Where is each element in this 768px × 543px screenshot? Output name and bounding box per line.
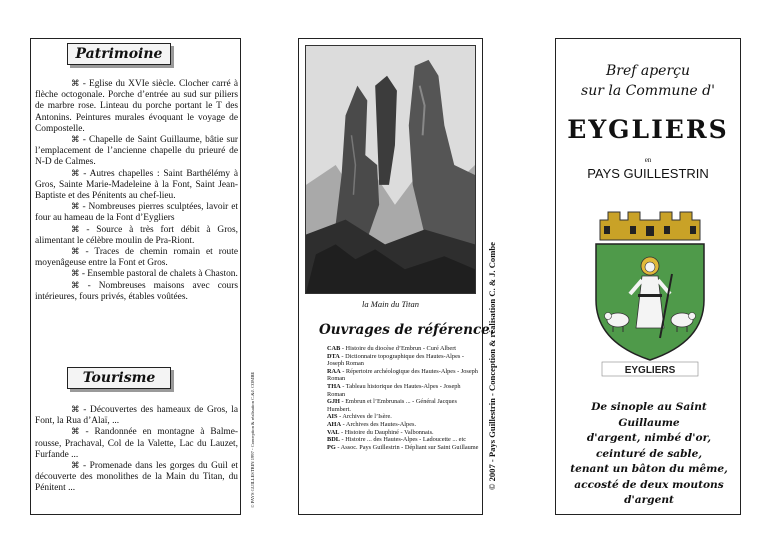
town-name: EYGLIERS <box>567 115 729 144</box>
intro-line: Bref aperçu <box>605 63 691 79</box>
list-item: AHA - Archives des Hautes-Alpes. <box>327 420 417 428</box>
bullet-icon: ⌘ <box>71 427 80 438</box>
blazon-line: ceinturé de sable, <box>595 447 703 460</box>
side-copyright-large: © 2007 - Pays Guillestrin - Conception & réalisation C. & J. Combe <box>487 242 497 490</box>
photo-caption: la Main du Titan <box>362 299 419 309</box>
bullet-icon: ⌘ <box>71 135 80 146</box>
blazon-line: De sinople au Saint Guillaume <box>591 401 707 429</box>
list-item: ⌘ - Eglise du XVIe siècle. Clocher carré à flèche octogonale. Porche d’entrée au sud sur piliers de marbre rose. Linteau du porche portant le T des Antonins. Peintures murales évoquant le voyage de Compostelle. <box>35 79 238 134</box>
list-item: ⌘ - Découvertes des hameaux de Gros, la Font, la Rua d’Alaï, ... <box>35 405 238 427</box>
crest-label: EYGLIERS <box>624 365 676 376</box>
intro-line: sur la Commune d' <box>581 83 715 99</box>
side-copyright-small: © PAYS GUILLESTRIN 1997 - Conception & réalisation C.&J. COMBE <box>250 371 255 508</box>
bullet-icon: ⌘ <box>71 269 80 280</box>
list-item: BDL - Histoire ... des Hautes-Alpes - Ladoucette ... etc <box>327 436 467 444</box>
tourism-list <box>35 405 238 495</box>
bullet-icon: ⌘ <box>71 224 80 235</box>
rock-landscape-icon <box>306 46 475 293</box>
list-item: RAA - Répertoire archéologique des Hautes-Alpes - Joseph Roman <box>327 367 478 383</box>
references-title: Ouvrages de référence. <box>319 322 495 338</box>
bullet-icon: ⌘ <box>71 168 80 179</box>
blazon-text <box>560 400 738 509</box>
blazon-line: d'argent, nimbé d'or, <box>586 432 712 444</box>
list-item: VAL - Histoire du Dauphiné - Valbonnais. <box>327 428 434 436</box>
bullet-icon: ⌘ <box>71 280 80 291</box>
list-item: ⌘ - Autres chapelles : Saint Barthélémy à Gros, Sainte Marie-Madeleine à la Font, Saint Jean-Baptiste et des Pénitents au chef-lieu. <box>35 168 238 202</box>
bullet-icon: ⌘ <box>71 405 80 415</box>
list-item: ⌘ - Traces de chemin romain et route moyenâgeuse entre la Font et Gros. <box>35 247 238 269</box>
blazon-line: accosté de deux moutons <box>574 478 724 491</box>
list-item: ⌘ - Chapelle de Saint Guillaume, bâtie sur l’emplacement de l’ancienne chapelle du prieuré de N-D de Calmes. <box>35 135 238 168</box>
bullet-icon: ⌘ <box>71 461 80 472</box>
bullet-icon: ⌘ <box>71 247 80 258</box>
heritage-title: Patrimoine <box>67 43 171 65</box>
heritage-list <box>35 79 238 303</box>
connector-word: en <box>644 156 652 164</box>
list-item: ⌘ - Randonnée en montagne à Balme-rousse, Prachaval, Col de la Valette, Lac du Lauzet, Furfande ... <box>35 427 238 460</box>
left-panel <box>30 38 241 515</box>
list-item: CAB - Histoire du diocèse d’Embrun - Curé Albert <box>327 345 457 352</box>
crest-icon <box>590 210 710 381</box>
intro-text <box>556 61 740 101</box>
coat-of-arms <box>590 210 710 381</box>
tourism-title: Tourisme <box>67 367 171 389</box>
list-item: ⌘ - Source à très fort débit à Gros, alimentant le célèbre moulin de Pra-Riont. <box>35 224 238 246</box>
right-panel <box>555 38 741 515</box>
list-item: AIS - Archives de l’Isère. <box>327 413 392 421</box>
blazon-line: tenant un bâton du même, <box>570 463 728 475</box>
list-item: DTA - Dictionnaire topographique des Hautes-Alpes - Joseph Roman <box>327 352 464 368</box>
list-item: ⌘ - Nombreuses pierres sculptées, lavoir et four au hameau de la Font d’Eygliers <box>35 202 239 224</box>
bullet-icon: ⌘ <box>71 202 80 213</box>
list-item: ⌘ - Ensemble pastoral de chalets à Chaston. <box>71 269 238 280</box>
region-name: PAYS GUILLESTRIN <box>587 166 709 181</box>
list-item: THA - Tableau historique des Hautes-Alpes - Joseph Roman <box>327 382 461 398</box>
references-list <box>327 345 479 451</box>
list-item: GJH - Embrun et l’Embrunais ... - Général Jacques Humbert. <box>327 398 457 413</box>
titan-photo <box>305 45 476 294</box>
blazon-line: d'argent <box>624 494 674 506</box>
list-item: ⌘ - Nombreuses maisons avec cours intérieures, fours privés, étables voûtées. <box>35 280 238 302</box>
bullet-icon: ⌘ <box>71 79 80 89</box>
list-item: PG - Assoc. Pays Guillestrin - Dépliant sur Saint Guillaume <box>327 443 479 451</box>
list-item: ⌘ - Promenade dans les gorges du Guil et découverte des monolithes de la Main du Titan, du Pénitent ... <box>35 461 238 494</box>
